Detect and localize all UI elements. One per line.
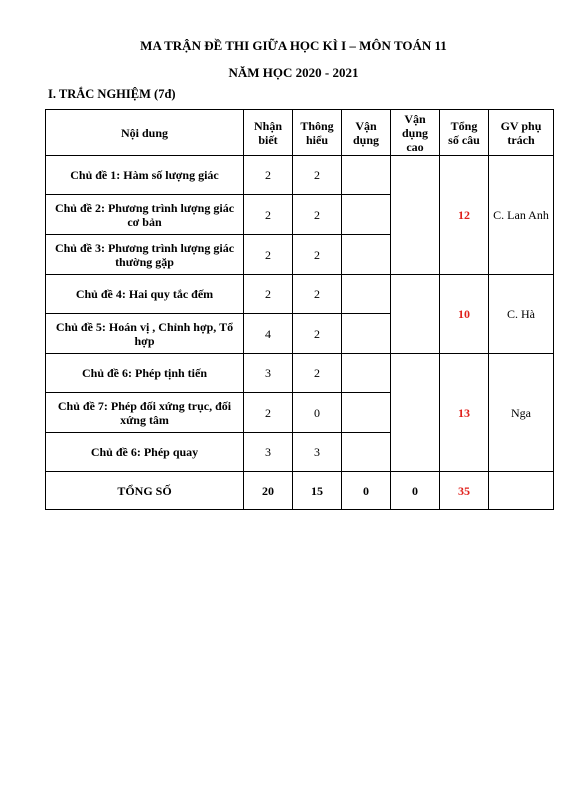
van-dung-cao-cell: [391, 275, 440, 354]
header-tong-so-cau: Tổng số câu: [440, 110, 489, 156]
nhan-biet-cell: 2: [244, 235, 293, 275]
header-gv-phu-trach: GV phụ trách: [489, 110, 554, 156]
nhan-biet-cell: 3: [244, 354, 293, 393]
van-dung-cell: [342, 235, 391, 275]
topic-cell: Chủ đề 6: Phép tịnh tiến: [46, 354, 244, 393]
thong-hieu-cell: 2: [293, 354, 342, 393]
document-title: MA TRẬN ĐỀ THI GIỮA HỌC KÌ I – MÔN TOÁN 11: [140, 38, 447, 53]
thong-hieu-cell: 2: [293, 314, 342, 354]
topic-cell: Chủ đề 3: Phương trình lượng giác thường gặp: [46, 235, 244, 275]
summary-nhan-biet: 20: [244, 472, 293, 510]
summary-row: [46, 472, 554, 510]
van-dung-cell: [342, 433, 391, 472]
thong-hieu-cell: 0: [293, 393, 342, 433]
thong-hieu-cell: 2: [293, 275, 342, 314]
topic-cell: Chủ đề 7: Phép đối xứng trục, đối xứng tâm: [46, 393, 244, 433]
thong-hieu-cell: 2: [293, 195, 342, 235]
topic-cell: Chủ đề 1: Hàm số lượng giác: [46, 156, 244, 195]
nhan-biet-cell: 2: [244, 195, 293, 235]
school-year: NĂM HỌC 2020 - 2021: [228, 65, 359, 80]
table-row: [46, 275, 554, 314]
topic-cell: Chủ đề 5: Hoán vị , Chỉnh hợp, Tổ hợp: [46, 314, 244, 354]
thong-hieu-cell: 3: [293, 433, 342, 472]
header-nhan-biet: Nhận biết: [244, 110, 293, 156]
summary-thong-hieu: 15: [293, 472, 342, 510]
van-dung-cell: [342, 275, 391, 314]
van-dung-cell: [342, 393, 391, 433]
van-dung-cell: [342, 314, 391, 354]
header-van-dung-cao: Vận dụng cao: [391, 110, 440, 156]
teacher-cell: C. Hà: [489, 275, 554, 354]
van-dung-cell: [342, 156, 391, 195]
summary-van-dung: 0: [342, 472, 391, 510]
van-dung-cell: [342, 195, 391, 235]
nhan-biet-cell: 3: [244, 433, 293, 472]
van-dung-cell: [342, 354, 391, 393]
summary-label: TỔNG SỐ: [46, 472, 244, 510]
topic-cell: Chủ đề 4: Hai quy tắc đếm: [46, 275, 244, 314]
nhan-biet-cell: 2: [244, 393, 293, 433]
van-dung-cao-cell: [391, 354, 440, 472]
table-header-row: [46, 110, 554, 156]
topic-cell: Chủ đề 2: Phương trình lượng giác cơ bản: [46, 195, 244, 235]
thong-hieu-cell: 2: [293, 156, 342, 195]
exam-matrix-table: [45, 109, 554, 510]
nhan-biet-cell: 2: [244, 156, 293, 195]
header-thong-hieu: Thông hiểu: [293, 110, 342, 156]
header-noi-dung: Nội dung: [46, 110, 244, 156]
group-total-cell: 12: [440, 156, 489, 275]
summary-tong-so-cau: 35: [440, 472, 489, 510]
group-total-cell: 10: [440, 275, 489, 354]
table-row: [46, 354, 554, 393]
nhan-biet-cell: 2: [244, 275, 293, 314]
summary-van-dung-cao: 0: [391, 472, 440, 510]
topic-cell: Chủ đề 6: Phép quay: [46, 433, 244, 472]
teacher-cell: C. Lan Anh: [489, 156, 554, 275]
group-total-cell: 13: [440, 354, 489, 472]
section-heading: I. TRẮC NGHIỆM (7đ): [48, 87, 176, 101]
nhan-biet-cell: 4: [244, 314, 293, 354]
header-van-dung: Vận dụng: [342, 110, 391, 156]
table-row: [46, 156, 554, 195]
van-dung-cao-cell: [391, 156, 440, 275]
thong-hieu-cell: 2: [293, 235, 342, 275]
teacher-cell: Nga: [489, 354, 554, 472]
summary-gv-phu-trach: [489, 472, 554, 510]
